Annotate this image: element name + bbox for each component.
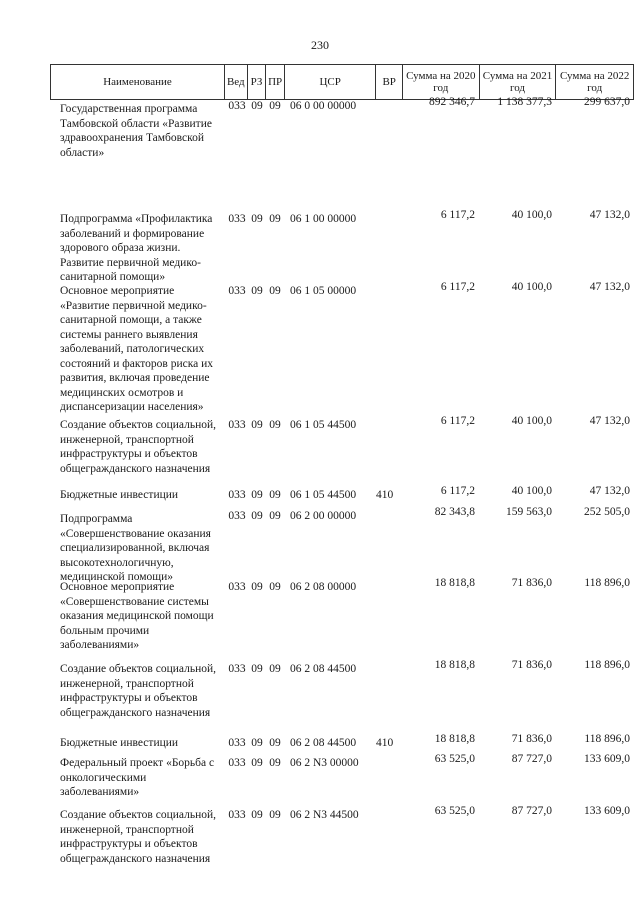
table-row (50, 485, 634, 503)
row-name: Создание объектов социальной, инженерной, транспортной инфраструктуры и объектов общегражданского назначения (60, 663, 217, 719)
row-pr: 09 (269, 489, 281, 501)
row-ved: 033 (228, 757, 246, 769)
row-pr: 09 (269, 809, 281, 821)
header-sum-2021: Сумма на 2021 год (479, 65, 556, 99)
row-sum-2021: 71 836,0 (511, 577, 552, 589)
row-name: Подпрограмма «Профилактика заболеваний и формирование здорового образа жизни. Развитие первичной медико-санитарной помощи» (60, 213, 213, 283)
row-sum-2020: 18 818,8 (434, 733, 475, 745)
row-ved: 033 (228, 419, 246, 431)
header-sum-2020: Сумма на 2020 год (402, 65, 479, 99)
row-sum-2020: 892 346,7 (429, 96, 475, 108)
row-sum-2022: 252 505,0 (584, 506, 630, 518)
row-ved: 033 (228, 663, 246, 675)
table-row (50, 577, 634, 653)
row-csr: 06 1 00 00000 (290, 213, 357, 225)
table-row (50, 415, 634, 476)
row-sum-2021: 87 727,0 (511, 753, 552, 765)
row-name: Бюджетные инвестиции (60, 489, 179, 501)
table-row (50, 281, 634, 415)
row-pr: 09 (269, 510, 281, 522)
row-name: Подпрограмма «Совершенствование оказания специализированной, включая высокотехнологичную, медицинской помощи» (60, 513, 211, 583)
row-name: Основное мероприятие «Развитие первичной медико-санитарной помощи, а также системы раннего выявления заболеваний, патологических состояний и факторов риска их развития, включая проведение медицинских осмотров и диспансеризации населения» (60, 285, 214, 413)
row-rz: 09 (251, 663, 263, 675)
row-sum-2021: 40 100,0 (511, 415, 552, 427)
header-csr: ЦСР (284, 65, 375, 99)
row-name: Государственная программа Тамбовской области «Развитие здравоохранения Тамбовской области» (60, 103, 212, 159)
header-sum-2022: Сумма на 2022 год (555, 65, 633, 99)
row-rz: 09 (251, 510, 263, 522)
row-csr: 06 2 N3 44500 (290, 809, 359, 821)
row-sum-2021: 40 100,0 (511, 209, 552, 221)
row-sum-2020: 18 818,8 (434, 659, 475, 671)
row-sum-2022: 118 896,0 (584, 733, 630, 745)
row-sum-2022: 299 637,0 (584, 96, 630, 108)
row-sum-2021: 71 836,0 (511, 659, 552, 671)
row-rz: 09 (251, 100, 263, 112)
row-sum-2020: 6 117,2 (440, 281, 475, 293)
row-sum-2021: 1 138 377,3 (497, 96, 552, 108)
row-csr: 06 2 08 44500 (290, 737, 357, 749)
row-sum-2022: 47 132,0 (589, 281, 630, 293)
page-number: 230 (311, 38, 329, 52)
header-pr: ПР (265, 65, 284, 99)
row-pr: 09 (269, 663, 281, 675)
row-csr: 06 2 00 00000 (290, 510, 357, 522)
row-sum-2020: 18 818,8 (434, 577, 475, 589)
row-name: Федеральный проект «Борьба с онкологическими заболеваниями» (60, 757, 215, 798)
row-rz: 09 (251, 285, 263, 297)
budget-table (50, 64, 634, 865)
row-sum-2022: 133 609,0 (584, 805, 630, 817)
table-row (50, 506, 634, 585)
row-sum-2020: 6 117,2 (440, 209, 475, 221)
row-vr: 410 (376, 737, 394, 749)
header-rz: РЗ (247, 65, 266, 99)
header-ved: Вед (224, 65, 247, 99)
row-sum-2021: 40 100,0 (511, 281, 552, 293)
row-ved: 033 (228, 213, 246, 225)
row-rz: 09 (251, 737, 263, 749)
table-row (50, 733, 634, 751)
row-name: Бюджетные инвестиции (60, 737, 179, 749)
row-ved: 033 (228, 489, 246, 501)
row-ved: 033 (228, 285, 246, 297)
row-sum-2021: 159 563,0 (506, 506, 552, 518)
row-rz: 09 (251, 581, 263, 593)
row-sum-2021: 71 836,0 (511, 733, 552, 745)
row-vr: 410 (376, 489, 394, 501)
row-sum-2020: 82 343,8 (434, 506, 475, 518)
row-sum-2022: 118 896,0 (584, 659, 630, 671)
table-row (50, 805, 634, 866)
row-ved: 033 (228, 581, 246, 593)
row-name: Создание объектов социальной, инженерной, транспортной инфраструктуры и объектов общегражданского назначения (60, 809, 217, 865)
row-ved: 033 (228, 100, 246, 112)
row-sum-2022: 47 132,0 (589, 209, 630, 221)
table-row (50, 209, 634, 285)
row-csr: 06 1 05 00000 (290, 285, 357, 297)
table-row (50, 96, 634, 160)
header-name: Наименование (103, 76, 172, 88)
row-rz: 09 (251, 809, 263, 821)
row-sum-2020: 63 525,0 (434, 805, 475, 817)
row-sum-2020: 6 117,2 (440, 415, 475, 427)
row-csr: 06 1 05 44500 (290, 419, 357, 431)
row-sum-2021: 87 727,0 (511, 805, 552, 817)
row-pr: 09 (269, 213, 281, 225)
row-sum-2021: 40 100,0 (511, 485, 552, 497)
row-sum-2022: 47 132,0 (589, 485, 630, 497)
row-sum-2020: 63 525,0 (434, 753, 475, 765)
row-pr: 09 (269, 100, 281, 112)
row-sum-2020: 6 117,2 (440, 485, 475, 497)
row-csr: 06 2 08 44500 (290, 663, 357, 675)
row-rz: 09 (251, 419, 263, 431)
row-ved: 033 (228, 809, 246, 821)
row-sum-2022: 47 132,0 (589, 415, 630, 427)
row-rz: 09 (251, 489, 263, 501)
row-sum-2022: 118 896,0 (584, 577, 630, 589)
table-row (50, 659, 634, 720)
row-rz: 09 (251, 213, 263, 225)
row-csr: 06 0 00 00000 (290, 100, 357, 112)
row-rz: 09 (251, 757, 263, 769)
row-csr: 06 1 05 44500 (290, 489, 357, 501)
row-ved: 033 (228, 737, 246, 749)
row-pr: 09 (269, 737, 281, 749)
row-pr: 09 (269, 757, 281, 769)
row-name: Основное мероприятие «Совершенствование системы оказания медицинской помощи больным прочими заболеваниями» (60, 581, 214, 651)
row-pr: 09 (269, 285, 281, 297)
row-csr: 06 2 N3 00000 (290, 757, 359, 769)
table-row (50, 753, 634, 800)
row-name: Создание объектов социальной, инженерной, транспортной инфраструктуры и объектов общегражданского назначения (60, 419, 217, 475)
row-pr: 09 (269, 419, 281, 431)
header-vr: ВР (375, 65, 402, 99)
row-ved: 033 (228, 510, 246, 522)
row-pr: 09 (269, 581, 281, 593)
row-csr: 06 2 08 00000 (290, 581, 357, 593)
row-sum-2022: 133 609,0 (584, 753, 630, 765)
